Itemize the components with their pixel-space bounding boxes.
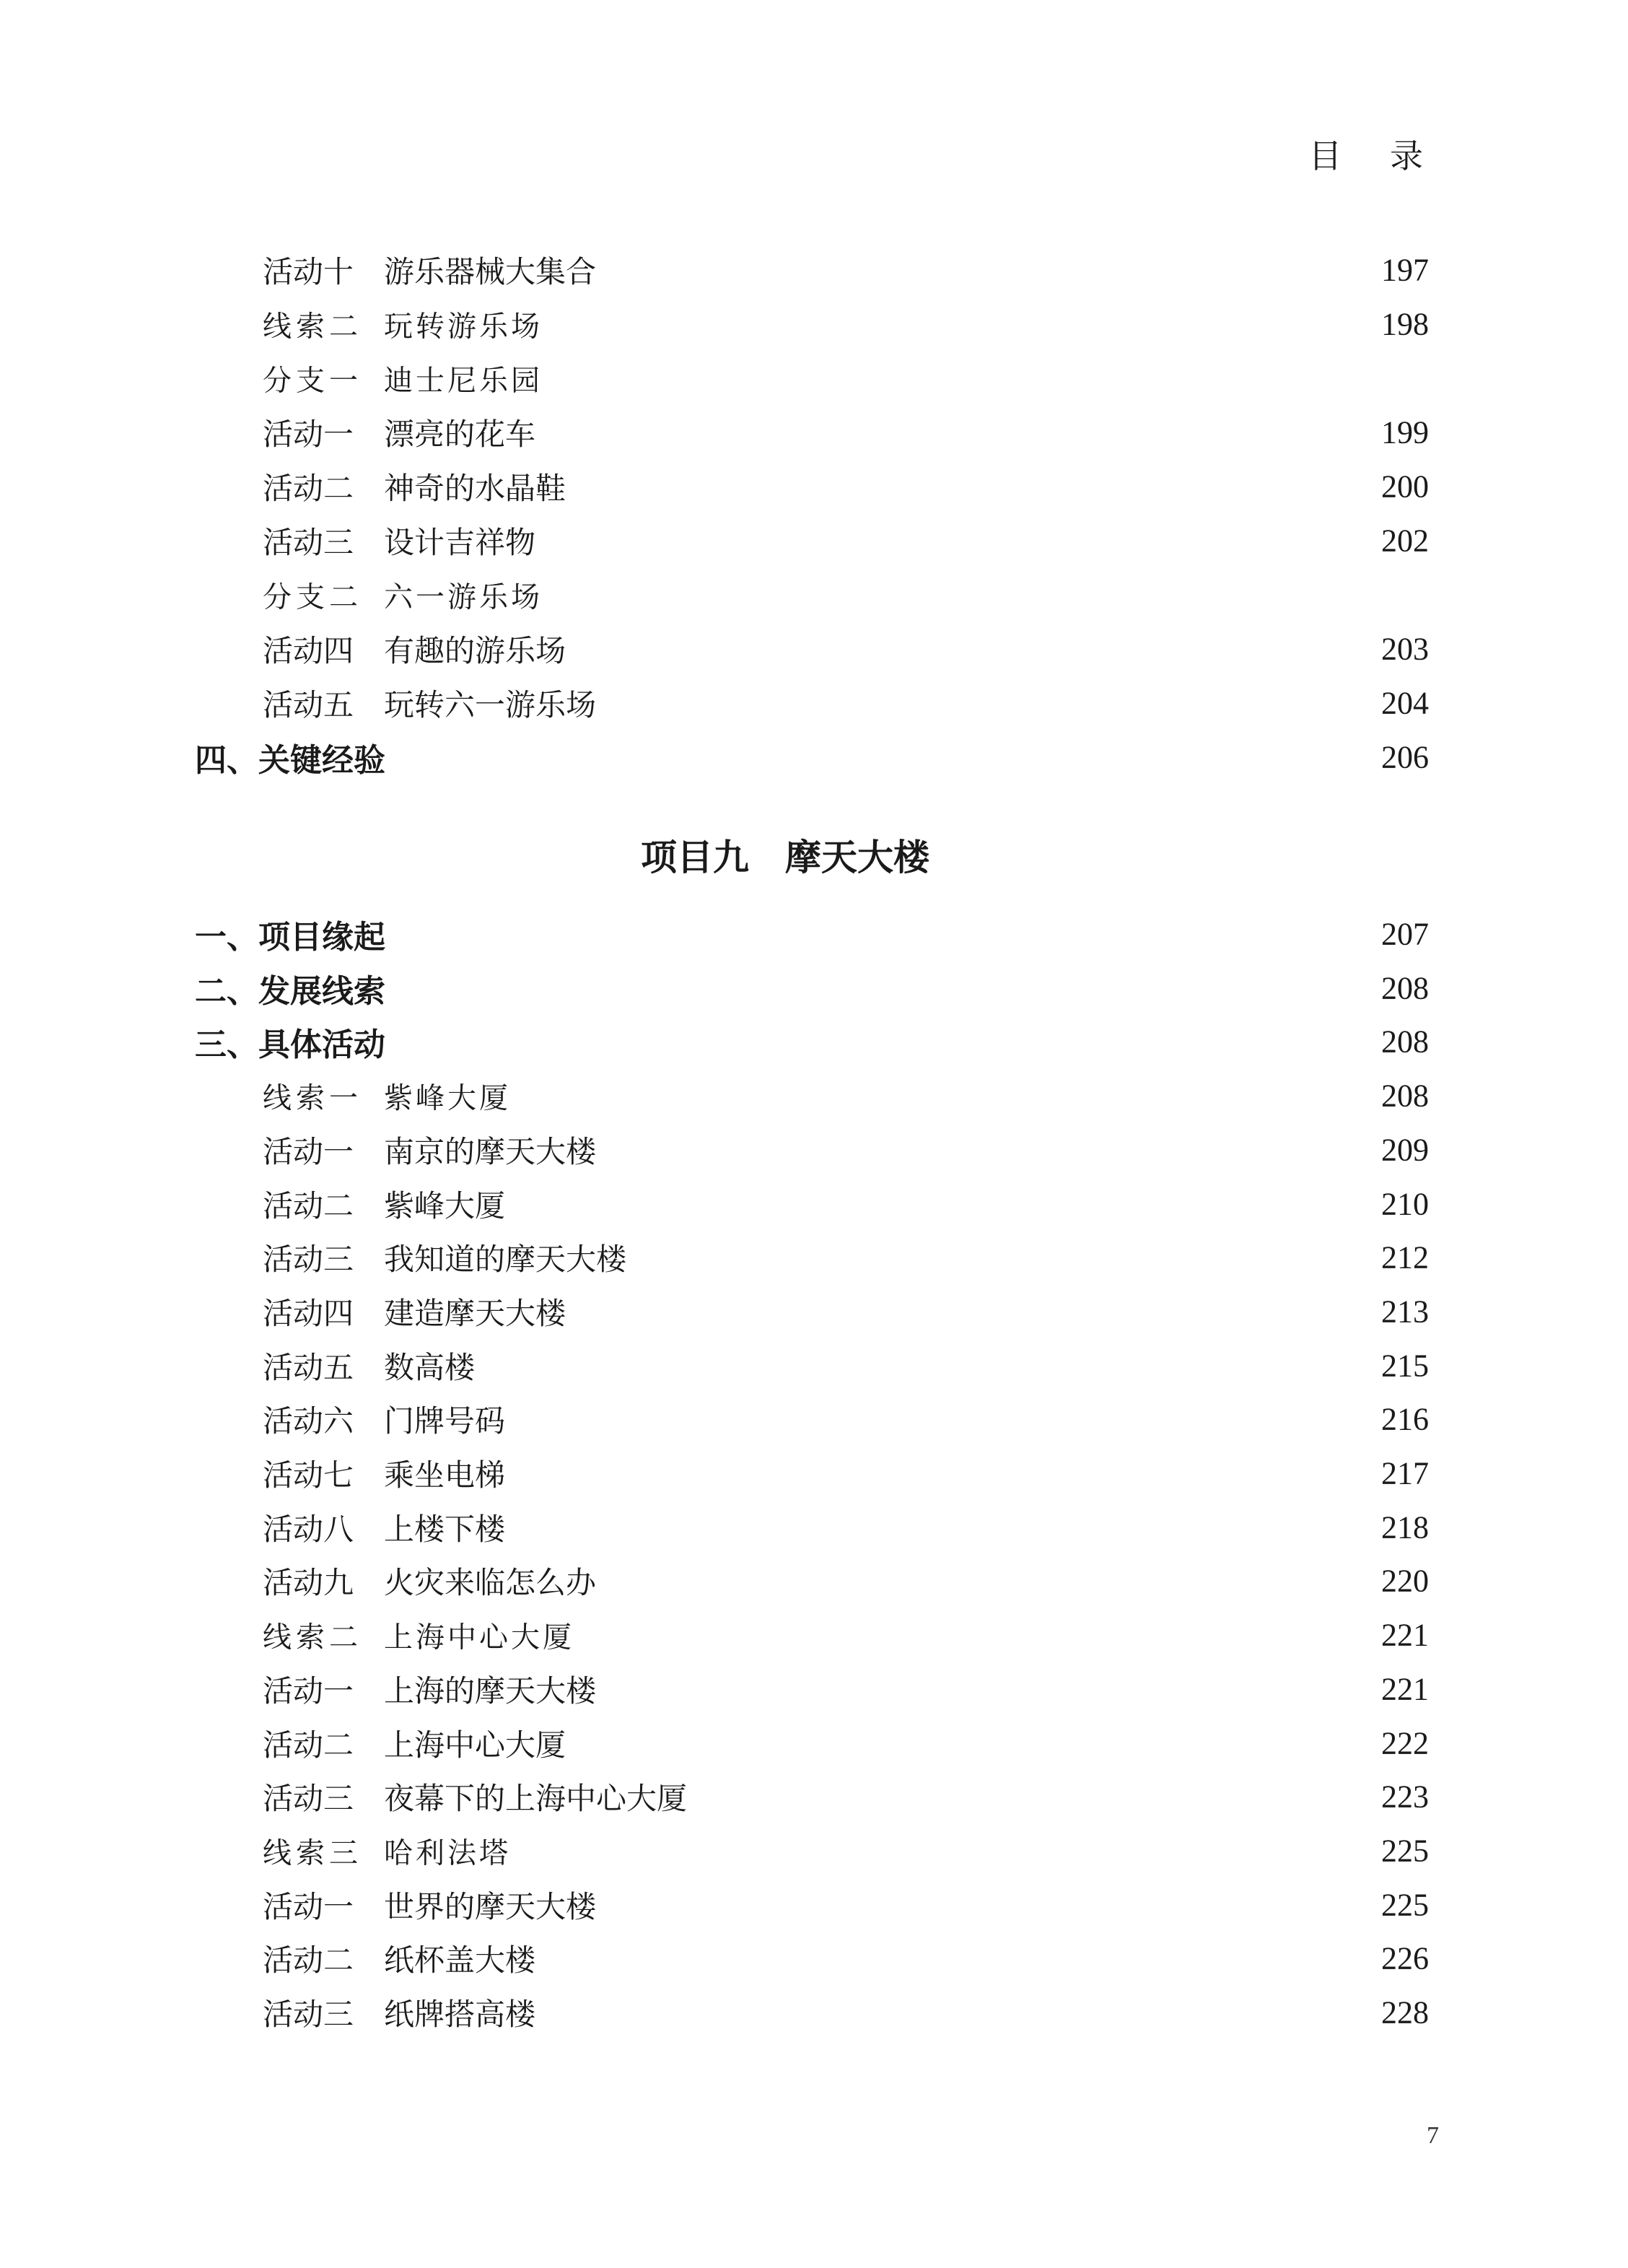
toc-entry-label [263,519,535,562]
toc-entry-label [263,1236,626,1279]
toc-entry-title: 游乐器械大集合 [384,254,597,289]
toc-entry-key: 活动二 [263,1187,354,1224]
toc-entry-label [263,1397,505,1441]
toc-entry-page: 199 [1381,414,1429,450]
toc-activity-row [0,1660,1628,1718]
toc-entry-title: 三、具体活动 [195,1026,385,1064]
toc-entry-label [263,1559,596,1602]
toc-entry-key: 分支一 [263,364,362,398]
toc-entry-page: 218 [1381,1509,1429,1545]
toc-entry-key: 线索一 [263,1081,362,1115]
toc-entry-page: 220 [1381,1563,1429,1599]
toc-entry-page: 206 [1381,739,1429,775]
toc-entry-title: 上海中心大厦 [384,1621,574,1654]
toc-entry-key: 活动一 [263,416,354,452]
toc-entry-key: 分支二 [263,580,362,614]
toc-thread-row [0,1822,1628,1880]
toc-entry-key: 活动四 [263,1295,354,1331]
toc-entry-label [263,411,535,454]
toc-activity-row [0,620,1628,678]
toc-entry-key: 线索二 [263,310,362,344]
toc-entry-label [195,1019,385,1065]
toc-entry-label [263,1452,505,1495]
toc-entry-page: 217 [1381,1455,1429,1491]
toc-entry-page: 221 [1381,1617,1429,1653]
toc-entry-title: 纸牌搭高楼 [384,1997,536,2032]
toc-entry-label [263,1991,535,2034]
toc-thread-row [0,566,1628,624]
toc-entry-key: 活动十 [263,254,354,289]
toc-activity-row [0,1444,1628,1502]
toc-thread-row [0,1606,1628,1664]
toc-entry-title: 上海中心大厦 [384,1727,566,1763]
toc-activity-row [0,1876,1628,1934]
toc-entry-page: 197 [1381,252,1429,288]
toc-entry-label [263,1722,566,1765]
toc-entry-page: 200 [1381,468,1429,505]
toc-entry-label [263,1344,475,1387]
toc-entry-title: 上楼下楼 [384,1511,506,1547]
toc-activity-row [0,1283,1628,1340]
toc-entry-page: 210 [1381,1186,1429,1221]
toc-entry-label [263,627,566,671]
toc-entry-key: 活动八 [263,1511,354,1547]
toc-activity-row [0,1552,1628,1610]
toc-entry-key: 活动一 [263,1888,354,1924]
toc-activity-row [0,1337,1628,1395]
toc-entry-key: 活动五 [263,687,354,723]
toc-entry-page: 209 [1381,1132,1429,1168]
toc-section-row [0,728,1628,786]
toc-entry-page: 207 [1381,916,1429,952]
toc-entry-title: 设计吉祥物 [384,525,536,560]
toc-entry-page: 202 [1381,523,1429,559]
toc-entry-title: 紫峰大厦 [384,1187,506,1224]
toc-entry-page: 203 [1381,631,1429,667]
toc-entry-label [263,1076,511,1117]
toc-entry-label [263,1128,596,1172]
toc-activity-row [0,241,1628,299]
toc-entry-label [263,248,596,292]
toc-entry-page: 226 [1381,1940,1429,1976]
toc-entry-title: 我知道的摩天大楼 [384,1242,627,1278]
toc-activity-row [0,512,1628,570]
toc-activity-row [0,1175,1628,1233]
toc-entry-label [263,304,543,345]
toc-entry-page: 212 [1381,1239,1429,1275]
toc-entry-title: 漂亮的花车 [384,416,536,452]
toc-entry-title: 乘坐电梯 [384,1457,506,1493]
toc-section-row [0,905,1628,963]
toc-entry-title: 火灾来临怎么办 [384,1565,597,1601]
toc-entry-key: 活动六 [263,1403,354,1439]
toc-entry-key: 线索三 [263,1836,362,1870]
toc-entry-title: 迪士尼乐园 [384,364,543,398]
toc-entry-page: 213 [1381,1294,1429,1330]
toc-section-row [0,959,1628,1017]
toc-entry-label [195,734,385,780]
toc-activity-row [0,458,1628,515]
toc-activity-row [0,1229,1628,1286]
toc-entry-label [263,1830,511,1871]
toc-entry-title: 南京的摩天大楼 [384,1133,597,1169]
toc-entry-label [263,1506,505,1549]
toc-thread-row [0,349,1628,407]
toc-activity-row [0,1121,1628,1179]
toc-entry-key: 活动五 [263,1349,354,1385]
toc-section-row [0,1013,1628,1070]
toc-entry-label [263,1667,596,1711]
toc-entry-title: 门牌号码 [384,1403,506,1439]
toc-entry-title: 六一游乐场 [384,580,543,614]
toc-activity-row [0,1714,1628,1772]
project-heading [0,829,1628,881]
toc-entry-key: 活动二 [263,471,354,506]
toc-entry-label [263,1937,535,1980]
toc-entry-page: 215 [1381,1348,1429,1384]
toc-entry-page: 208 [1381,970,1429,1006]
toc-entry-key: 活动四 [263,633,354,668]
toc-entry-title: 纸杯盖大楼 [384,1942,536,1979]
toc-entry-label [263,575,543,616]
toc-activity-row [0,1929,1628,1987]
toc-entry-label [263,1615,574,1656]
toc-entry-page: 223 [1381,1779,1429,1815]
toc-entry-key: 活动三 [263,525,354,560]
toc-entry-label [195,965,385,1011]
toc-entry-label [263,681,596,725]
toc-activity-row [0,674,1628,732]
toc-entry-page: 198 [1381,306,1429,342]
toc-entry-title: 玩转六一游乐场 [384,687,597,723]
toc-entry-label [263,1775,687,1818]
toc-thread-row [0,1067,1628,1125]
toc-entry-key: 活动二 [263,1727,354,1763]
project-number: 项目九 [641,837,749,878]
toc-entry-key: 活动七 [263,1457,354,1493]
toc-activity-row [0,1499,1628,1556]
toc-entry-key: 活动一 [263,1133,354,1169]
toc-entry-title: 神奇的水晶鞋 [384,471,566,506]
toc-entry-page: 204 [1381,685,1429,721]
toc-entry-title: 玩转游乐场 [384,310,543,344]
toc-entry-key: 活动一 [263,1672,354,1709]
toc-entry-title: 一、项目缘起 [195,919,385,956]
toc-entry-title: 数高楼 [384,1349,476,1385]
toc-entry-page: 228 [1381,1994,1429,2031]
toc-entry-label [263,1182,505,1226]
toc-entry-title: 哈利法塔 [384,1836,511,1870]
toc-activity-row [0,1984,1628,2041]
toc-entry-key: 活动二 [263,1942,354,1979]
project-title: 摩天大楼 [785,837,929,878]
toc-entry-title: 有趣的游乐场 [384,633,566,668]
toc-entry-title: 建造摩天大楼 [384,1295,566,1331]
toc-activity-row [0,1768,1628,1826]
toc-entry-key: 线索二 [263,1621,362,1654]
toc-entry-label [263,1290,566,1333]
toc-activity-row [0,1390,1628,1448]
toc-entry-key: 活动三 [263,1242,354,1278]
toc-entry-page: 225 [1381,1833,1429,1869]
toc-entry-page: 225 [1381,1887,1429,1923]
toc-entry-title: 四、关键经验 [195,742,385,779]
page-number: 7 [1427,2122,1439,2149]
toc-entry-title: 紫峰大厦 [384,1081,511,1115]
toc-entry-page: 208 [1381,1024,1429,1060]
running-header: 目 录 [1308,136,1442,175]
toc-entry-title: 上海的摩天大楼 [384,1672,597,1709]
toc-entry-key: 活动九 [263,1565,354,1601]
toc-entry-label [263,358,543,399]
toc-entry-page: 221 [1381,1671,1429,1707]
toc-entry-title: 世界的摩天大楼 [384,1888,597,1924]
toc-entry-title: 夜幕下的上海中心大厦 [384,1781,688,1817]
toc-entry-page: 222 [1381,1725,1429,1761]
toc-entry-page: 208 [1381,1078,1429,1114]
toc-thread-row [0,295,1628,353]
toc-entry-key: 活动三 [263,1997,354,2032]
toc-entry-page: 216 [1381,1401,1429,1437]
toc-entry-key: 活动三 [263,1781,354,1817]
toc-entry-label [195,911,385,957]
toc-entry-label [263,465,566,508]
toc-activity-row [0,404,1628,461]
toc-entry-label [263,1883,596,1927]
toc-entry-title: 二、发展线索 [195,972,385,1010]
